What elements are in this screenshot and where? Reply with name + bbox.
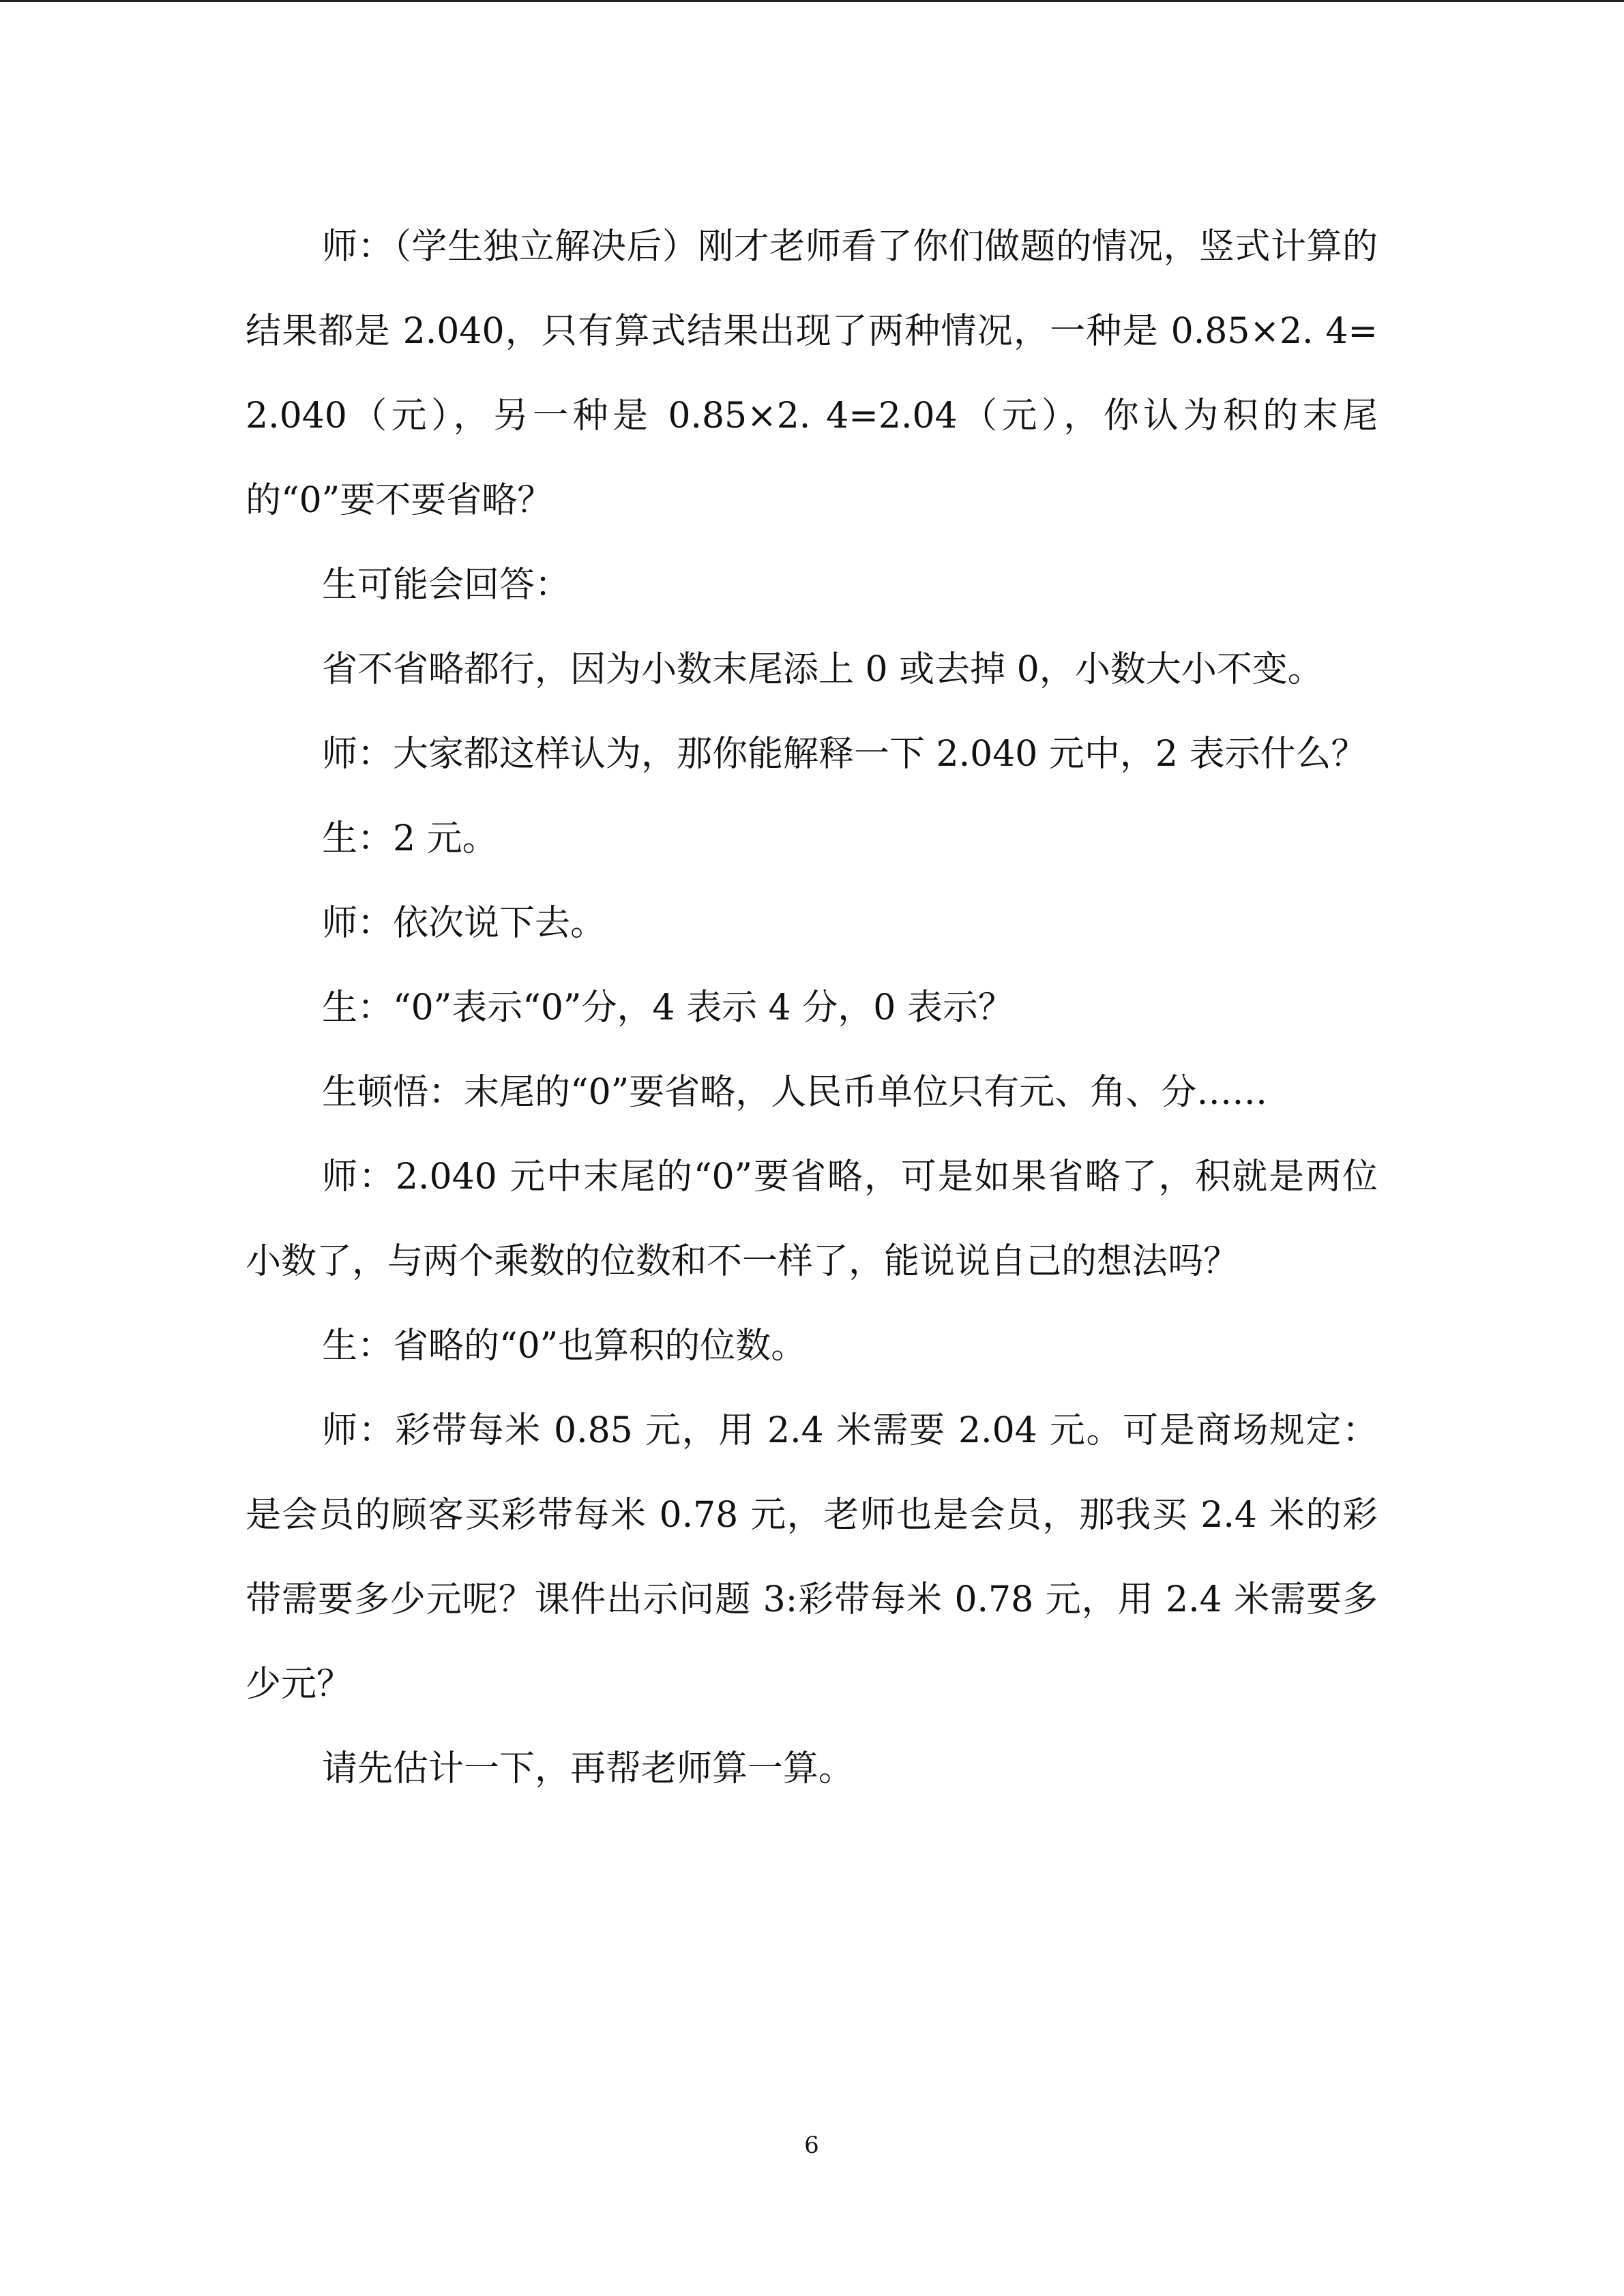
paragraph-8: 生顿悟：末尾的“0”要省略，人民币单位只有元、角、分……: [322, 1072, 1268, 1113]
paragraph-7: 生：“0”表示“0”分，4 表示 4 分，0 表示？: [322, 987, 1014, 1028]
paragraph-11: 师：彩带每米 0.85 元，用 2.4 米需要 2.04 元。可是商场规定：是会员的顾客买彩带每米 0.78 元，老师也是会员，那我买 2.4 米的彩带需要多少元呢？课件出示问题 3:彩带每米 0.78 元，用 2.4 米需要多少元？: [246, 1410, 1378, 1705]
paragraph-4: 师：大家都这样认为，那你能解释一下 2.040 元中，2 表示什么？: [322, 734, 1367, 775]
paragraph-6: 师：依次说下去。: [322, 903, 606, 944]
document-body: [246, 205, 1378, 1811]
page-number: 6: [804, 2132, 819, 2159]
paragraph-12: 请先估计一下，再帮老师算一算。: [322, 1748, 855, 1789]
paragraph-3: 省不省略都行，因为小数末尾添上 0 或去掉 0，小数大小不变。: [322, 649, 1323, 690]
page-top-border: [0, 0, 1624, 2]
paragraph-2: 生可能会回答：: [322, 565, 571, 606]
paragraph-9: 师：2.040 元中末尾的“0”要省略，可是如果省略了，积就是两位小数了，与两个乘数的位数和不一样了，能说说自己的想法吗？: [246, 1157, 1378, 1282]
paragraph-5: 生：2 元。: [322, 818, 498, 859]
paragraph-1: 师：（学生独立解决后）刚才老师看了你们做题的情况，竖式计算的结果都是 2.040，只有算式结果出现了两种情况，一种是 0.85×2. 4=2.040（元），另一种是 0.85×2. 4=2.04（元），你认为积的末尾的“0”要不要省略？: [246, 226, 1378, 521]
paragraph-10: 生：省略的“0”也算积的位数。: [322, 1326, 807, 1367]
